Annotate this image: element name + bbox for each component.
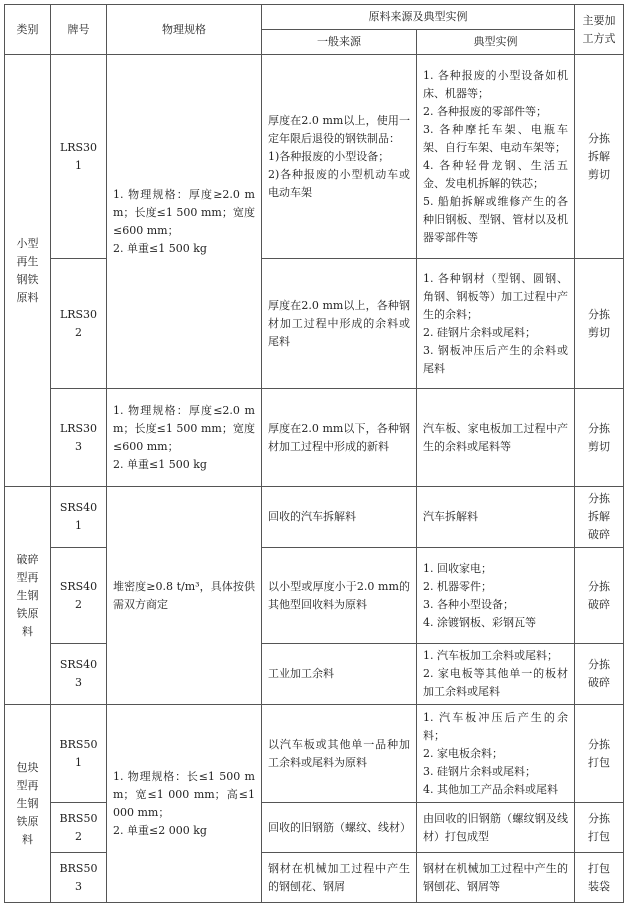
method-cell: 分拣 打包 — [575, 705, 624, 803]
typical-example-cell: 钢材在机械加工过程中产生的钢刨花、钢屑等 — [417, 853, 575, 903]
table-row — [5, 803, 624, 853]
general-source-cell: 工业加工余料 — [262, 644, 417, 705]
table-row — [5, 853, 624, 903]
spec-cell: 1. 物理规格：长≤1 500 mm；宽≤1 000 mm；高≤1 000 mm； 2. 单重≤2 000 kg — [107, 705, 262, 903]
method-cell: 分拣 剪切 — [575, 259, 624, 389]
grade-cell: SRS402 — [51, 548, 107, 644]
typical-example-cell: 汽车板、家电板加工过程中产生的余料或尾料等 — [417, 389, 575, 487]
header-general-source: 一般来源 — [262, 30, 417, 55]
grade-cell: BRS502 — [51, 803, 107, 853]
header-source-group: 原料来源及典型实例 — [262, 5, 575, 30]
table-row — [5, 644, 624, 705]
category-cell: 小型 再生 钢铁 原料 — [5, 55, 51, 487]
typical-example-cell: 1. 各种钢材（型钢、圆钢、角钢、钢板等）加工过程中产生的余料； 2. 硅钢片余料或尾料； 3. 钢板冲压后产生的余料或尾料 — [417, 259, 575, 389]
method-cell: 分拣 剪切 — [575, 389, 624, 487]
table-row — [5, 487, 624, 548]
typical-example-cell: 1. 各种报废的小型设备如机床、机器等； 2. 各种报废的零部件等； 3. 各种摩托车架、电瓶车架、自行车架、电动车架等； 4. 各种轻骨龙钢、生活五金、发电机拆解的铁芯； 5. 船舶拆解或维修产生的各种旧钢板、型钢、管材以及机器零部件等 — [417, 55, 575, 259]
spec-cell: 1. 物理规格：厚度≤2.0 mm；长度≤1 500 mm；宽度≤600 mm； 2. 单重≤1 500 kg — [107, 389, 262, 487]
grade-cell: SRS401 — [51, 487, 107, 548]
general-source-cell: 回收的旧钢筋（螺纹、线材） — [262, 803, 417, 853]
typical-example-cell: 由回收的旧钢筋（螺纹钢及线材）打包成型 — [417, 803, 575, 853]
grade-cell: LRS301 — [51, 55, 107, 259]
general-source-cell: 以小型或厚度小于2.0 mm的其他型回收料为原料 — [262, 548, 417, 644]
table-row — [5, 548, 624, 644]
typical-example-cell: 汽车拆解料 — [417, 487, 575, 548]
method-cell: 分拣 破碎 — [575, 548, 624, 644]
grade-cell: LRS302 — [51, 259, 107, 389]
typical-example-cell: 1. 回收家电； 2. 机器零件； 3. 各种小型设备； 4. 涂镀钢板、彩钢瓦等 — [417, 548, 575, 644]
method-cell: 分拣 打包 — [575, 803, 624, 853]
category-cell: 破碎 型再 生钢 铁原 料 — [5, 487, 51, 705]
general-source-cell: 厚度在2.0 mm以上，使用一定年限后退役的钢铁制品： 1)各种报废的小型设备； 2)各种报废的小型机动车或电动车架 — [262, 55, 417, 259]
method-cell: 分拣 拆解 剪切 — [575, 55, 624, 259]
header-method: 主要加 工方式 — [575, 5, 624, 55]
general-source-cell: 钢材在机械加工过程中产生的钢刨花、钢屑 — [262, 853, 417, 903]
method-cell: 打包 装袋 — [575, 853, 624, 903]
grade-cell: SRS403 — [51, 644, 107, 705]
general-source-cell: 以汽车板或其他单一品种加工余料或尾料为原料 — [262, 705, 417, 803]
header-spec: 物理规格 — [107, 5, 262, 55]
typical-example-cell: 1. 汽车板冲压后产生的余料； 2. 家电板余料； 3. 硅钢片余料或尾料； 4. 其他加工产品余料或尾料 — [417, 705, 575, 803]
spec-cell: 堆密度≥0.8 t/m³，具体按供需双方商定 — [107, 487, 262, 705]
header-typical-example: 典型实例 — [417, 30, 575, 55]
header-grade: 牌号 — [51, 5, 107, 55]
header-category: 类别 — [5, 5, 51, 55]
grade-cell: BRS503 — [51, 853, 107, 903]
typical-example-cell: 1. 汽车板加工余料或尾料； 2. 家电板等其他单一的板材加工余料或尾料 — [417, 644, 575, 705]
method-cell: 分拣 破碎 — [575, 644, 624, 705]
general-source-cell: 厚度在2.0 mm以下，各种钢材加工过程中形成的新料 — [262, 389, 417, 487]
table-row — [5, 389, 624, 487]
general-source-cell: 厚度在2.0 mm以上，各种钢材加工过程中形成的余料或尾料 — [262, 259, 417, 389]
grade-cell: BRS501 — [51, 705, 107, 803]
table-row — [5, 55, 624, 259]
general-source-cell: 回收的汽车拆解料 — [262, 487, 417, 548]
spec-cell: 1. 物理规格：厚度≥2.0 mm；长度≤1 500 mm；宽度≤600 mm； 2. 单重≤1 500 kg — [107, 55, 262, 389]
category-cell: 包块 型再 生钢 铁原 料 — [5, 705, 51, 903]
table-row — [5, 705, 624, 803]
spec-table — [4, 4, 624, 903]
grade-cell: LRS303 — [51, 389, 107, 487]
method-cell: 分拣 拆解 破碎 — [575, 487, 624, 548]
table-row — [5, 259, 624, 389]
